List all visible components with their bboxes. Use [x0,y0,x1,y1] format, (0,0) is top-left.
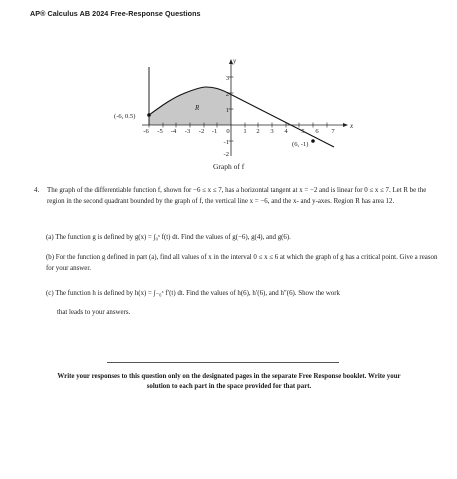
region-r-label: R [195,104,200,112]
page-header: AP® Calculus AB 2024 Free-Response Questions [30,9,201,18]
x-tick-label: 2 [256,128,260,135]
problem-number: 4. [34,187,40,194]
divider-line [107,362,339,363]
part-b: (b) For the function g defined in part (a), find all values of x in the interval 0 ≤ x ≤ 6 at which the graph of g has a critical point. Give a reason for your answer. [46,254,438,272]
x-tick-label: 7 [331,128,335,135]
x-tick-label: 6 [315,128,319,135]
x-axis-arrow [343,123,348,127]
part-a: (a) The function g is defined by g(x) = ∫₀ˣ f(t) dt. Find the values of g(−6), g(4), and g(6). [46,234,291,241]
x-tick-label: -2 [198,128,205,135]
x-tick-label: -4 [170,128,177,135]
point-right-dot [311,139,315,143]
point-left-dot [147,113,151,117]
y-tick-label: 3 [225,75,229,82]
x-tick-label: 0 [226,128,230,135]
y-axis-label: y [233,57,237,65]
x-tick-label: -5 [157,128,163,135]
footer-instructions: Write your responses to this question only on the designated pages in the separate Free Response booklet. Write your solution to each part in the space provided for that part. [57,373,401,390]
part-c-continuation: that leads to your answers. [57,309,131,316]
problem-text: The graph of the differentiable function f, shown for −6 ≤ x ≤ 7, has a horizontal tangent at x = −2 and is linear for 0 ≤ x ≤ 7. Let R be the region in the second quadrant bounded by the graph of f, the vertical line x = −6, and the x- and y-axes. Region R has area 12. [47,187,427,205]
problem-statement [34,185,429,207]
y-tick-label: 2 [225,91,229,98]
x-tick-label: -3 [184,128,191,135]
x-tick-label: 4 [284,128,288,135]
point-right-label: (6, -1) [292,141,309,148]
graph-of-f [0,0,457,180]
x-tick-label: 3 [270,128,274,135]
point-left-label: (-6, 0.5) [114,113,136,120]
y-tick-label: -1 [223,139,229,146]
x-tick-label: -1 [211,128,218,135]
x-tick-label: -6 [143,128,149,135]
y-tick-label: -2 [223,151,229,158]
x-tick-label: 1 [243,128,247,135]
x-tick-label: 5 [301,128,305,135]
part-c: (c) The function h is defined by h(x) = ∫₋₆ˣ f′(t) dt. Find the values of h(6), h′(6), and h″(6). Show the work [46,290,340,297]
x-axis-label: x [350,122,354,130]
graph-caption: Graph of f [213,162,245,171]
line-f-right [231,95,334,148]
y-tick-label: 1 [225,107,229,114]
